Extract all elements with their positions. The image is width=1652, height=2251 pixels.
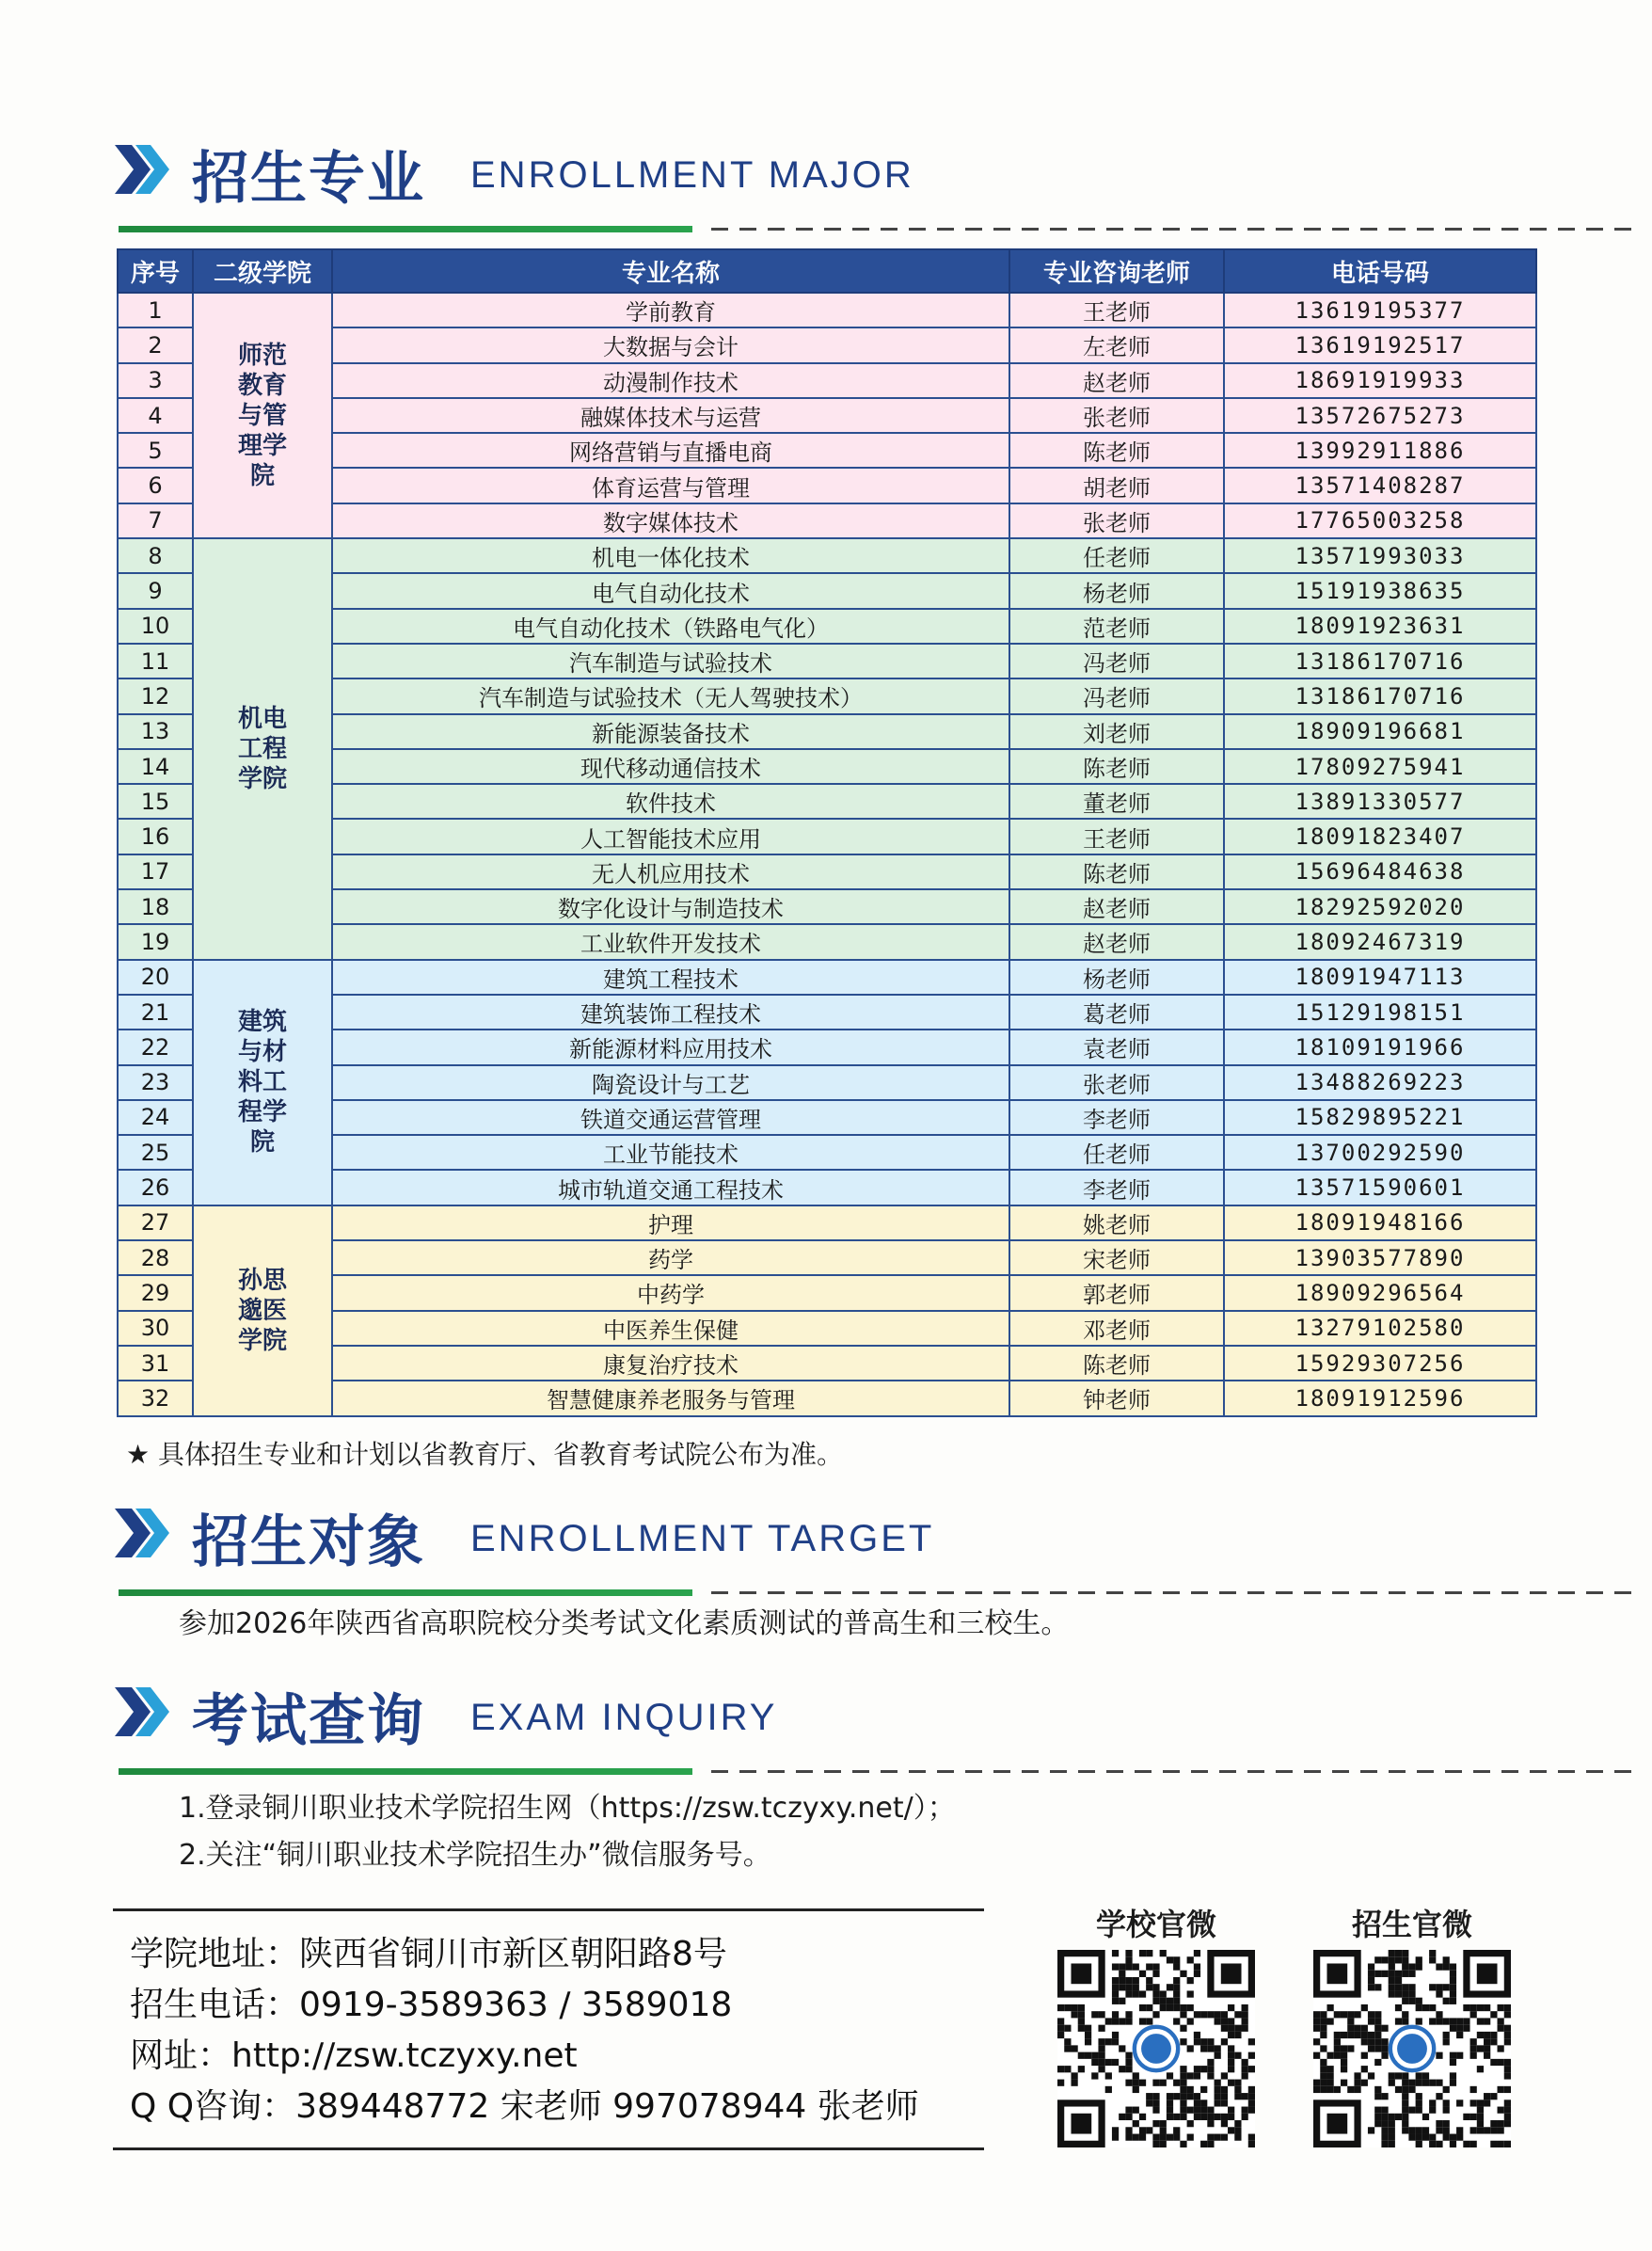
cell-phone: 13186170716 [1224,644,1536,678]
section-dashed-rule [711,1770,1633,1773]
section-header-major [113,134,1524,247]
cell-phone: 18091923631 [1224,609,1536,644]
header-department: 二级学院 [193,249,332,293]
cell-advisor: 范老师 [1009,609,1224,644]
cell-phone: 13279102580 [1224,1311,1536,1346]
cell-major: 汽车制造与试验技术 [332,644,1009,678]
cell-major: 机电一体化技术 [332,538,1009,573]
cell-index: 7 [118,503,193,538]
cell-phone: 18909296564 [1224,1275,1536,1310]
table-row [118,1205,1536,1240]
cell-major: 电气自动化技术 [332,573,1009,608]
cell-advisor: 任老师 [1009,1135,1224,1170]
cell-major: 现代移动通信技术 [332,749,1009,784]
section-title-cn: 招生对象 [192,1509,425,1575]
cell-phone: 17809275941 [1224,749,1536,784]
section-title-en: ENROLLMENT MAJOR [470,154,914,196]
cell-major: 工业节能技术 [332,1135,1009,1170]
contact-box [113,1908,984,2149]
header-index: 序号 [118,249,193,293]
cell-phone: 18691919933 [1224,363,1536,398]
chevron-right-icon [113,1682,173,1742]
section-title-cn: 招生专业 [192,146,425,212]
cell-index: 4 [118,398,193,433]
section-header-exam [113,1676,1524,1789]
cell-index: 2 [118,327,193,362]
cell-major: 体育运营与管理 [332,468,1009,503]
cell-major: 新能源材料应用技术 [332,1030,1009,1064]
cell-major: 城市轨道交通工程技术 [332,1170,1009,1205]
cell-advisor: 杨老师 [1009,960,1224,995]
cell-phone: 13619195377 [1224,293,1536,327]
divider [113,1908,984,1911]
cell-phone: 13700292590 [1224,1135,1536,1170]
cell-advisor: 刘老师 [1009,714,1224,749]
major-table [117,248,1537,1417]
cell-advisor: 李老师 [1009,1100,1224,1135]
exam-step-1: 1.登录铜川职业技术学院招生网（https://zsw.tczyxy.net/）； [179,1792,956,1825]
cell-advisor: 陈老师 [1009,433,1224,468]
cell-department: 机电工程学院 [193,538,332,960]
cell-major: 动漫制作技术 [332,363,1009,398]
cell-major: 建筑装饰工程技术 [332,995,1009,1030]
section-underline [119,226,692,232]
cell-department: 孙思邈医学院 [193,1205,332,1416]
cell-phone: 18109191966 [1224,1030,1536,1064]
cell-major: 融媒体技术与运营 [332,398,1009,433]
cell-advisor: 陈老师 [1009,749,1224,784]
cell-index: 31 [118,1346,193,1381]
contact-phone: 招生电话：0919-3589363 / 3589018 [130,1986,733,2024]
cell-advisor: 胡老师 [1009,468,1224,503]
cell-phone: 17765003258 [1224,503,1536,538]
section-title-cn: 考试查询 [192,1688,425,1754]
cell-advisor: 张老师 [1009,1065,1224,1100]
major-table-container [117,248,1535,1417]
cell-index: 3 [118,363,193,398]
qr-code-school-graphic [1057,1950,1255,2147]
cell-index: 14 [118,749,193,784]
qr-school-label: 学校官微 [1095,1907,1216,1942]
cell-index: 12 [118,678,193,713]
table-footnote: ★ 具体招生专业和计划以省教育厅、省教育考试院公布为准。 [126,1439,844,1470]
cell-advisor: 张老师 [1009,398,1224,433]
qr-code-enroll-graphic [1313,1950,1511,2147]
cell-phone: 13571590601 [1224,1170,1536,1205]
cell-major: 康复治疗技术 [332,1346,1009,1381]
cell-major: 铁道交通运营管理 [332,1100,1009,1135]
header-advisor: 专业咨询老师 [1009,249,1224,293]
cell-major: 数字媒体技术 [332,503,1009,538]
cell-advisor: 王老师 [1009,293,1224,327]
section-title-en: EXAM INQUIRY [470,1697,778,1738]
table-body [118,293,1536,1416]
chevron-right-icon [113,139,173,200]
cell-advisor: 赵老师 [1009,363,1224,398]
cell-index: 15 [118,784,193,819]
cell-phone: 15929307256 [1224,1346,1536,1381]
cell-major: 汽车制造与试验技术（无人驾驶技术） [332,678,1009,713]
cell-major: 数字化设计与制造技术 [332,889,1009,924]
cell-department: 师范教育与管理学院 [193,293,332,538]
cell-phone: 13571408287 [1224,468,1536,503]
cell-index: 28 [118,1240,193,1275]
cell-advisor: 任老师 [1009,538,1224,573]
cell-major: 智慧健康养老服务与管理 [332,1381,1009,1415]
cell-major: 中药学 [332,1275,1009,1310]
cell-index: 30 [118,1311,193,1346]
cell-phone: 18292592020 [1224,889,1536,924]
section-dashed-rule [711,228,1633,231]
cell-major: 人工智能技术应用 [332,819,1009,854]
cell-index: 27 [118,1205,193,1240]
cell-phone: 18092467319 [1224,924,1536,959]
header-phone: 电话号码 [1224,249,1536,293]
cell-phone: 13619192517 [1224,327,1536,362]
cell-index: 18 [118,889,193,924]
cell-major: 学前教育 [332,293,1009,327]
cell-major: 新能源装备技术 [332,714,1009,749]
cell-advisor: 陈老师 [1009,1346,1224,1381]
cell-major: 网络营销与直播电商 [332,433,1009,468]
cell-phone: 15829895221 [1224,1100,1536,1135]
cell-index: 24 [118,1100,193,1135]
cell-index: 29 [118,1275,193,1310]
cell-major: 护理 [332,1205,1009,1240]
cell-advisor: 赵老师 [1009,924,1224,959]
cell-major: 建筑工程技术 [332,960,1009,995]
cell-major: 电气自动化技术（铁路电气化） [332,609,1009,644]
cell-index: 23 [118,1065,193,1100]
section-header-target [113,1497,1524,1610]
cell-major: 药学 [332,1240,1009,1275]
cell-major: 工业软件开发技术 [332,924,1009,959]
header-major: 专业名称 [332,249,1009,293]
cell-index: 5 [118,433,193,468]
cell-phone: 13992911886 [1224,433,1536,468]
exam-step-2: 2.关注“铜川职业技术学院招生办”微信服务号。 [179,1839,771,1872]
cell-advisor: 郭老师 [1009,1275,1224,1310]
cell-index: 17 [118,854,193,889]
cell-phone: 18091823407 [1224,819,1536,854]
cell-advisor: 杨老师 [1009,573,1224,608]
cell-phone: 18091948166 [1224,1205,1536,1240]
cell-index: 32 [118,1381,193,1415]
contact-website[interactable]: 网址：http://zsw.tczyxy.net [130,2036,578,2075]
cell-index: 13 [118,714,193,749]
cell-index: 11 [118,644,193,678]
cell-phone: 18909196681 [1224,714,1536,749]
cell-advisor: 葛老师 [1009,995,1224,1030]
cell-major: 软件技术 [332,784,1009,819]
cell-advisor: 王老师 [1009,819,1224,854]
cell-index: 1 [118,293,193,327]
cell-advisor: 袁老师 [1009,1030,1224,1064]
qr-enroll [1313,1901,1511,2147]
cell-index: 10 [118,609,193,644]
divider [113,2147,984,2150]
cell-phone: 18091912596 [1224,1381,1536,1415]
target-description: 参加2026年陕西省高职院校分类考试文化素质测试的普高生和三校生。 [179,1607,1070,1640]
cell-major: 无人机应用技术 [332,854,1009,889]
qr-enroll-label: 招生官微 [1351,1907,1472,1942]
cell-major: 大数据与会计 [332,327,1009,362]
cell-advisor: 赵老师 [1009,889,1224,924]
section-underline [119,1589,692,1596]
qr-code-icon[interactable] [1057,1950,1255,2147]
section-dashed-rule [711,1591,1633,1594]
cell-phone: 13488269223 [1224,1065,1536,1100]
table-header-row [118,249,1536,293]
cell-advisor: 邓老师 [1009,1311,1224,1346]
qr-code-icon[interactable] [1313,1950,1511,2147]
chevron-right-icon [113,1503,173,1563]
cell-index: 16 [118,819,193,854]
cell-advisor: 姚老师 [1009,1205,1224,1240]
cell-phone: 15191938635 [1224,573,1536,608]
cell-phone: 13571993033 [1224,538,1536,573]
cell-advisor: 李老师 [1009,1170,1224,1205]
cell-phone: 13891330577 [1224,784,1536,819]
cell-index: 8 [118,538,193,573]
cell-phone: 15696484638 [1224,854,1536,889]
contact-address: 学院地址：陕西省铜川市新区朝阳路8号 [130,1935,727,1973]
cell-advisor: 宋老师 [1009,1240,1224,1275]
cell-advisor: 钟老师 [1009,1381,1224,1415]
table-row [118,293,1536,327]
cell-department: 建筑与材料工程学院 [193,960,332,1205]
cell-phone: 13186170716 [1224,678,1536,713]
table-row [118,538,1536,573]
cell-advisor: 陈老师 [1009,854,1224,889]
cell-index: 25 [118,1135,193,1170]
table-row [118,960,1536,995]
cell-advisor: 左老师 [1009,327,1224,362]
cell-index: 19 [118,924,193,959]
cell-index: 6 [118,468,193,503]
section-title-en: ENROLLMENT TARGET [470,1518,935,1559]
cell-phone: 15129198151 [1224,995,1536,1030]
cell-major: 中医养生保健 [332,1311,1009,1346]
cell-advisor: 张老师 [1009,503,1224,538]
cell-advisor: 冯老师 [1009,644,1224,678]
cell-index: 21 [118,995,193,1030]
cell-index: 26 [118,1170,193,1205]
cell-phone: 18091947113 [1224,960,1536,995]
section-underline [119,1768,692,1775]
cell-major: 陶瓷设计与工艺 [332,1065,1009,1100]
cell-index: 22 [118,1030,193,1064]
cell-advisor: 冯老师 [1009,678,1224,713]
cell-phone: 13903577890 [1224,1240,1536,1275]
cell-index: 20 [118,960,193,995]
cell-index: 9 [118,573,193,608]
cell-phone: 13572675273 [1224,398,1536,433]
cell-advisor: 董老师 [1009,784,1224,819]
qr-school [1057,1901,1255,2147]
contact-qq: Q Q咨询：389448772 宋老师 997078944 张老师 [130,2087,919,2126]
